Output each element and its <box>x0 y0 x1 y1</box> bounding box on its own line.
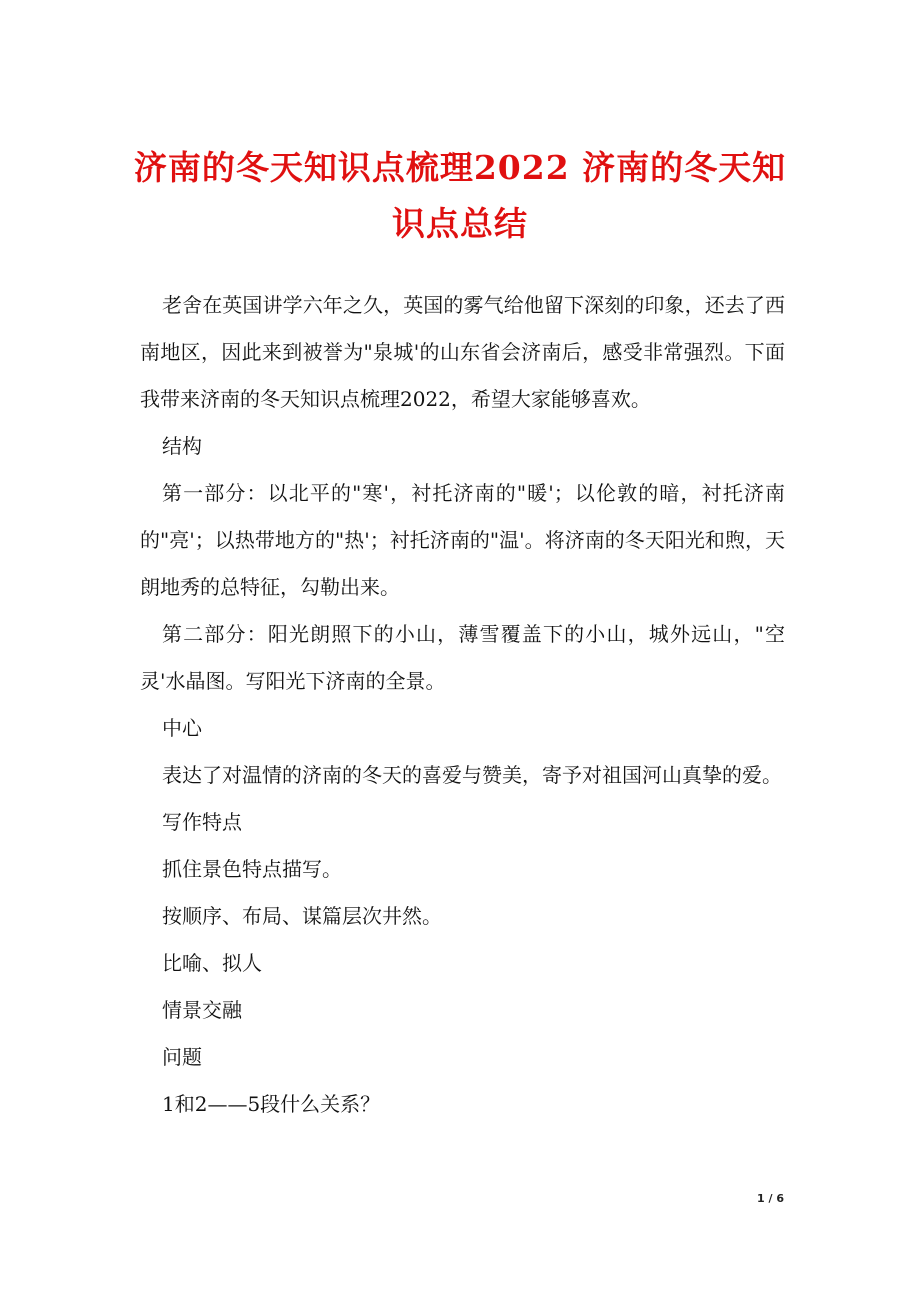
paragraph-intro: 老舍在英国讲学六年之久，英国的雾气给他留下深刻的印象，还去了西南地区，因此来到被誉为"泉城'的山东省会济南后，感受非常强烈。下面我带来济南的冬天知识点梳理2022，希望大家能够喜欢。 <box>140 293 785 411</box>
feature-item: 抓住景色特点描写。 <box>162 857 342 881</box>
heading-writing-features: 写作特点 <box>162 810 242 834</box>
paragraph-center: 表达了对温情的济南的冬天的喜爱与赞美，寄予对祖国河山真挚的爱。 <box>162 763 782 787</box>
paragraph-part-one: 第一部分：以北平的"寒'，衬托济南的"暖'；以伦敦的暗，衬托济南的"亮'；以热带地方的"热'；衬托济南的"温'。将济南的冬天阳光和煦，天朗地秀的总特征，勾勒出来。 <box>140 481 785 599</box>
feature-item: 比喻、拟人 <box>162 951 262 975</box>
question-item: 1和2——5段什么关系？ <box>162 1092 381 1116</box>
feature-item: 按顺序、布局、谋篇层次井然。 <box>162 904 442 928</box>
document-body <box>140 282 785 1128</box>
page-number: 1 / 6 <box>757 1192 784 1205</box>
heading-center: 中心 <box>162 716 202 740</box>
heading-questions: 问题 <box>162 1045 202 1069</box>
page-title: 济南的冬天知识点梳理2022 济南的冬天知识点总结 <box>133 148 787 243</box>
heading-structure: 结构 <box>162 434 202 458</box>
paragraph-part-two: 第二部分：阳光朗照下的小山，薄雪覆盖下的小山，城外远山，"空灵'水晶图。写阳光下济南的全景。 <box>140 622 785 693</box>
feature-item: 情景交融 <box>162 998 242 1022</box>
